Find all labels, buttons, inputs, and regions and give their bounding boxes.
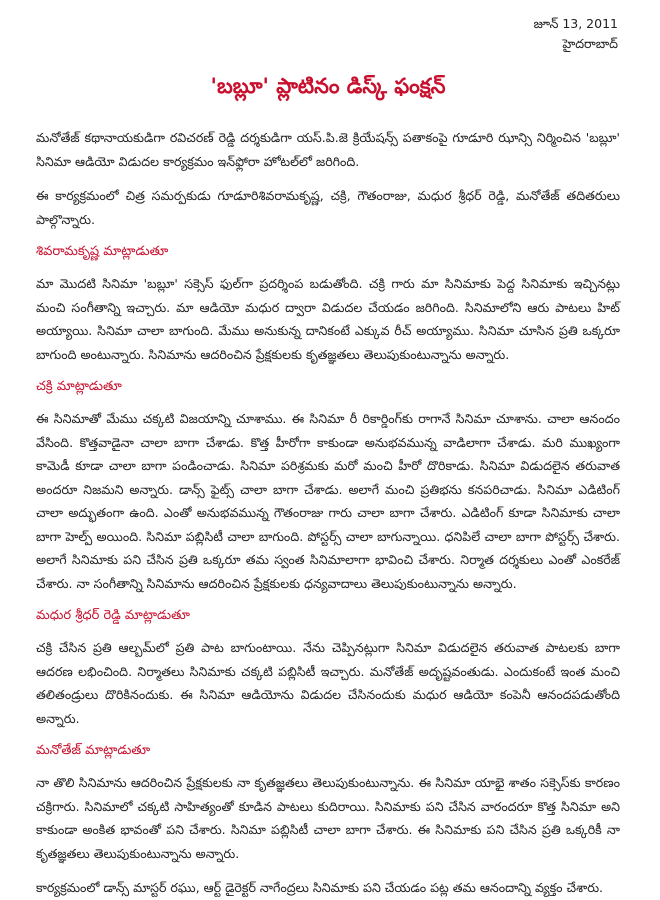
section-text-madhura-sridhar: చక్రి చేసిన ప్రతి ఆల్బమ్‌లో ప్రతి పాట బాగుంటాయి. నేను చెప్పినట్లుగా సినిమా విడుదలైన తరువాత పాటలకు బాగా ఆదరణ లభించింది. నిర్మాతలు సినిమాకు చక్కటి పబ్లిసిటీ ఇచ్చారు. మనోతేజ్ అదృష్టవంతుడు. ఎందుకంటే ఇంత మంచి తలితండ్రులు దొరికినందుకు. ఈ సినిమా ఆడియోను విడుదల చేసినందుకు మధుర ఆడియో కంపెనీ ఆనందపడుతోంది అన్నారు. xyxy=(36,640,620,726)
section-text-manotej: నా తొలి సినిమాను ఆదరించిన ప్రేక్షకులకు నా కృతజ్ఞతలు తెలుపుకుంటున్నాను. ఈ సినిమా యాభై శాతం సక్సెస్‌కు కారణం చక్రిగారు. సినిమాలో చక్కటి సాహిత్యంతో కూడిన పాటలు కుదిరాయి. సినిమాకు పని చేసిన వారందరూ కొత్త సినిమా అని కాకుండా అంకిత భావంతో పని చేశారు. సినిమా పబ్లిసిటీ చాలా బాగా చేశారు. ఈ సినిమాకు పని చేసిన ప్రతి ఒక్కరికీ నా కృతజ్ఞతలు తెలుపుకుంటున్నాను అన్నారు. xyxy=(36,775,620,861)
intro-paragraph: మనోతేజ్ కథానాయకుడిగా రవిచరణ్ రెడ్డి దర్శకుడిగా యస్.పి.జె క్రియేషన్స్ పతాకంపై గూడూరి ఝాన్సి నిర్మించిన 'బబ్లూ' సినిమా ఆడియో విడుదల కార్యక్రమం ఇన్‌ఫ్లోరా హోటల్‌లో జరిగింది. xyxy=(36,130,620,169)
section-heading-sivaramakrishna: శివరామకృష్ణ మాట్లాడుతూ xyxy=(36,244,169,259)
section-text-sivaramakrishna: మా మొదటి సినిమా 'బబ్లూ' సక్సెస్ ఫుల్‌గా ప్రదర్శింప బడుతోంది. చక్రి గారు మా సినిమాకు పెద్ద సినిమాకు ఇచ్చినట్లు మంచి సంగీతాన్ని ఇచ్చారు. మా ఆడియో మధుర ద్వారా విడుదల చేయడం జరిగింది. సినిమాలోని ఆరు పాటలు హిట్ అయ్యాయి. సినిమా చాలా బాగుంది. మేము అనుకున్న దానికంటే ఎక్కువ రీచ్ అయ్యాము. సినిమా చూసిన ప్రతి ఒక్కరూ బాగుంది అంటున్నారు. సినిమాను ఆదరించిన ప్రేక్షకులకు కృతజ్ఞతలు తెలుపుకుంటున్నాను అన్నారు. xyxy=(36,276,621,362)
release-date: జూన్ 13, 2011 xyxy=(533,16,618,31)
release-place: హైదరాబాద్ xyxy=(562,36,618,51)
closing-paragraph: కార్యక్రమంలో డాన్స్ మాస్టర్ రఘు, ఆర్ట్ డైరెక్టర్ నాగేంద్రలు సినిమాకు పని చేయడం పట్ల తమ ఆనందాన్ని వ్యక్తం చేశారు. xyxy=(36,880,604,895)
attendees-paragraph: ఈ కార్యక్రమంలో చిత్ర సమర్పకుడు గూడూరిశివరామకృష్ణ, చక్రి, గౌతంరాజు, మధుర శ్రీధర్ రెడ్డి, మనోతేజ్ తదితరులు పాల్గొన్నారు. xyxy=(36,188,620,227)
headline: 'బబ్లూ' ప్లాటినం డిస్క్ ఫంక్షన్ xyxy=(210,74,446,98)
section-heading-manotej: మనోతేజ్ మాట్లాడుతూ xyxy=(36,743,151,758)
section-heading-madhura-sridhar: మధుర శ్రీధర్ రెడ్డి మాట్లాడుతూ xyxy=(36,608,190,623)
dateline xyxy=(36,14,620,54)
section-heading-chakri: చక్రి మాట్లాడుతూ xyxy=(36,379,122,394)
section-text-chakri: ఈ సినిమాతో మేము చక్కటి విజయాన్ని చూశాము. ఈ సినిమా రీ రికార్డింగ్‌కు రాగానే సినిమా చూశాను. చాలా ఆనందం వేసింది. కొత్తవాడైనా చాలా బాగా చేశాడు. కొత్త హీరోగా కాకుండా అనుభవమున్న వాడిలాగా చేశాడు. మరి ముఖ్యంగా కామెడీ కూడా చాలా బాగా పండించాడు. సినిమా పరిశ్రమకు మరో మంచి హీరో దొరికాడు. సినిమా విడుదలైన తరువాత అందరూ నిజమని అన్నారు. డాన్స్ ఫైట్స్ చాలా బాగా చేశాడు. అలాగే మంచి ప్రతిభను కనపరిచాడు. సినిమా ఎడిటింగ్ చాలా అద్భుతంగా ఉంది. ఎంతో అనుభవమున్న గౌతంరాజు గారు చాలా బాగా చేశారు. ఎడిటింగ్ కూడా సినిమాకు చాలా బాగా హెల్ప్ అయింది. సినిమా పబ్లిసిటీ చాలా బాగుంది. పోస్టర్స్ చాలా బాగున్నాయి. ధనిపిలే చాలా బాగా పోస్టర్స్ చేశారు. అలాగే సినిమాకు పని చేసిన ప్రతి ఒక్కరూ తమ స్వంత సినిమాలాగా భావించి చేశారు. నిర్మాత దర్శకులు ఎంతో ఎంకరేజ్ చేశారు. నా సంగీతాన్ని సినిమాను ఆదరించిన ప్రేక్షకులకు ధన్యవాదాలు తెలుపుకుంటున్నాను అన్నారు. xyxy=(36,411,620,591)
